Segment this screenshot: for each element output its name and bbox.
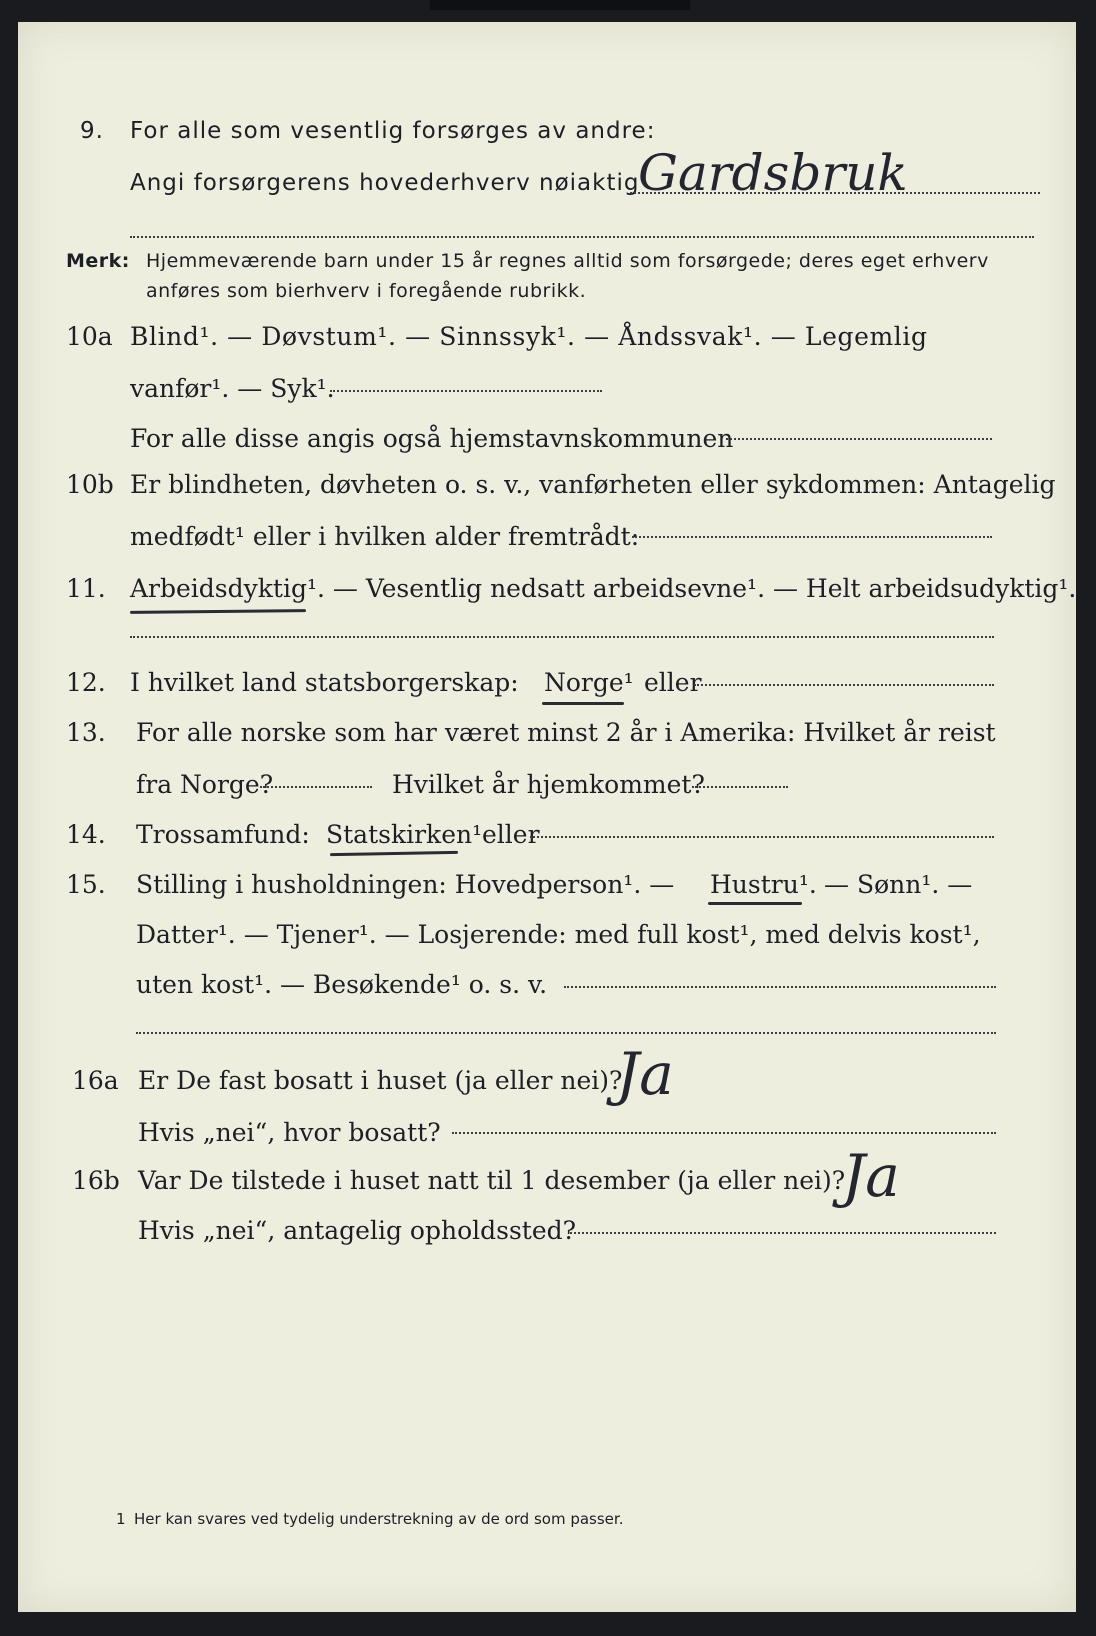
merk-label: Merk: [66, 250, 130, 272]
q13-hjemkommet-line[interactable] [692, 786, 788, 788]
svg-text:Ja: Ja [616, 1040, 674, 1108]
census-form-page [18, 22, 1076, 1612]
q16b-line1: Var De tilstede i huset natt til 1 desember (ja eller nei)? [138, 1166, 846, 1195]
q15-extra-line [136, 1032, 996, 1034]
q16a-line2: Hvis „nei“, hvor bosatt? [138, 1118, 441, 1147]
q10b-answer-line[interactable] [632, 536, 992, 538]
q15-number: 15. [66, 870, 106, 899]
q10a-line2: vanfør¹. — Syk¹. [130, 374, 335, 403]
footnote-text: Her kan svares ved tydelig understrekning av de ord som passer. [134, 1510, 624, 1528]
q16b-handwritten-answer [830, 1120, 960, 1240]
q9-line2: Angi forsørgerens hovederhverv nøiaktig [130, 170, 640, 196]
q15-hustru: Hustru¹. [710, 870, 817, 899]
q11-number: 11. [66, 574, 106, 603]
q16b-number: 16b [72, 1166, 120, 1195]
q13-reist-line[interactable] [260, 786, 372, 788]
q10a-syk-line[interactable] [330, 390, 602, 392]
q13-line1: For alle norske som har været minst 2 år i Amerika: Hvilket år reist [136, 718, 996, 747]
q15-underline-mark [708, 902, 802, 905]
q12-suffix: eller [644, 668, 702, 697]
q13-line2b: Hvilket år hjemkommet? [392, 770, 705, 799]
footnote-mark: 1 [116, 1510, 126, 1528]
q9-line1: For alle som vesentlig forsørges av andre: [130, 118, 656, 144]
q14-answer-line[interactable] [530, 836, 994, 838]
q10a-number: 10a [66, 322, 113, 351]
merk-line2: anføres som bierhverv i foregående rubrikk. [146, 280, 587, 302]
q12-prefix: I hvilket land statsborgerskap: [130, 668, 519, 697]
q13-line2a: fra Norge? [136, 770, 274, 799]
q12-number: 12. [66, 668, 106, 697]
q10a-line1: Blind¹. — Døvstum¹. — Sinnssyk¹. — Åndssvak¹. — Legemlig [130, 322, 928, 351]
svg-text:Gardsbruk: Gardsbruk [638, 144, 908, 202]
q15-line2: Datter¹. — Tjener¹. — Losjerende: med full kost¹, med delvis kost¹, [136, 920, 981, 949]
q9-number: 9. [80, 118, 104, 144]
q16b-line2: Hvis „nei“, antagelig opholdssted? [138, 1216, 577, 1245]
q11-extra-line [130, 636, 994, 638]
q11-line1: Arbeidsdyktig¹. — Vesentlig nedsatt arbeidsevne¹. — Helt arbeidsudyktig¹. [130, 574, 1077, 603]
scan-edge-strip [430, 0, 690, 10]
q16a-line1: Er De fast bosatt i huset (ja eller nei)? [138, 1066, 623, 1095]
q10a-hjemstavn-line[interactable] [726, 438, 992, 440]
merk-line1: Hjemmeværende barn under 15 år regnes alltid som forsørgede; deres eget erhverv [146, 250, 989, 272]
q14-number: 14. [66, 820, 106, 849]
q11-underline-mark [130, 609, 306, 614]
q16a-handwritten-answer [606, 1022, 736, 1132]
q12-answer-line[interactable] [694, 684, 994, 686]
q15-line1b: — Sønn¹. — [824, 870, 973, 899]
q12-underline-mark [542, 702, 624, 705]
q14-suffix: eller [482, 820, 540, 849]
q10a-line3: For alle disse angis også hjemstavnskommunen [130, 424, 734, 453]
q10b-line1: Er blindheten, døvheten o. s. v., vanførheten eller sykdommen: Antagelig [130, 470, 1056, 499]
q12-norge: Norge¹ [544, 668, 634, 697]
q15-line3: uten kost¹. — Besøkende¹ o. s. v. [136, 970, 548, 999]
q9-handwritten-answer [630, 132, 960, 212]
q14-prefix: Trossamfund: [136, 820, 310, 849]
q10b-number: 10b [66, 470, 114, 499]
q16b-answer-line[interactable] [570, 1232, 996, 1234]
q14-statskirken: Statskirken¹ [326, 820, 483, 849]
q9-extra-line [130, 236, 1034, 238]
q10b-line2: medfødt¹ eller i hvilken alder fremtrådt: [130, 522, 640, 551]
svg-text:Ja: Ja [842, 1142, 900, 1210]
q14-underline-mark [330, 851, 458, 856]
q15-answer-line[interactable] [564, 986, 996, 988]
q13-number: 13. [66, 718, 106, 747]
q16a-number: 16a [72, 1066, 119, 1095]
q15-line1a: Stilling i husholdningen: Hovedperson¹. — [136, 870, 675, 899]
